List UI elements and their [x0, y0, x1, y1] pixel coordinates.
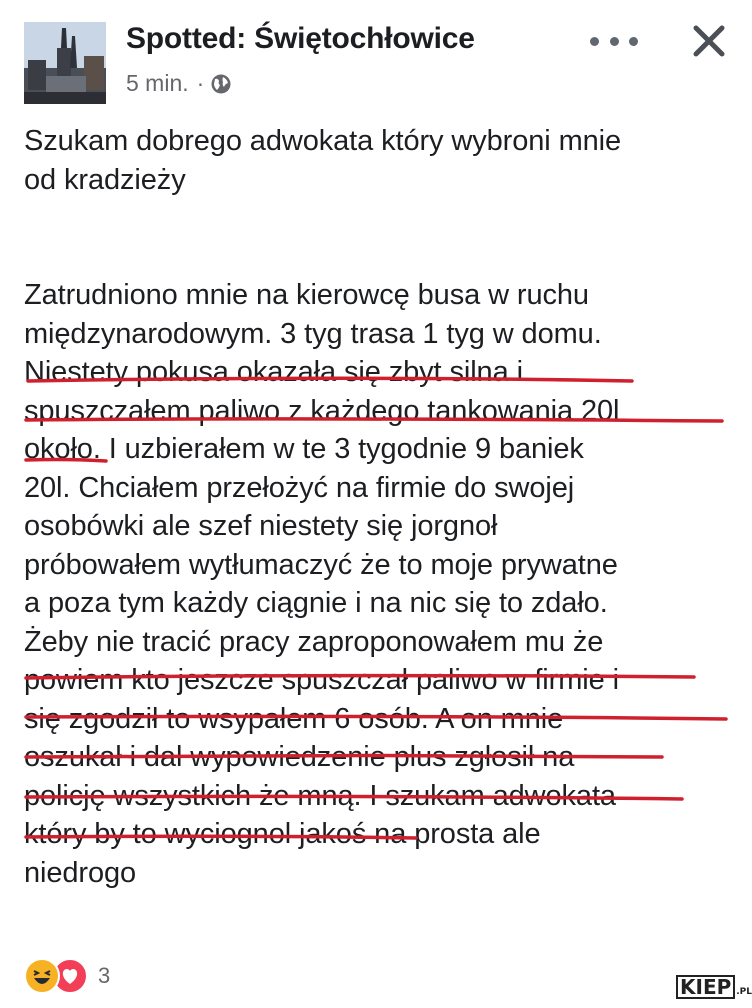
post-line: który by to wyciognol jakoś na prosta ale	[24, 818, 541, 850]
post-line: spuszczałem paliwo z każdego tankowania 20l	[24, 394, 620, 427]
post-line: około. I uzbierałem w te 3 tygodnie 9 baniek	[24, 433, 584, 465]
post-text	[24, 122, 739, 892]
globe-icon	[210, 73, 232, 95]
post-header	[0, 0, 750, 110]
meta-separator: ·	[196, 70, 205, 96]
post-line: a poza tym każdy ciągnie i na nic się to zdało.	[24, 587, 608, 619]
post-line: Zatrudniono mnie na kierowcę busa w ruchu	[24, 279, 589, 311]
post-time[interactable]: 5 min.	[126, 70, 189, 96]
post-line: osobówki ale szef niestety się jorgnoł	[24, 510, 498, 542]
reactions-bar[interactable]	[24, 958, 110, 994]
post-line: oszukał i dal wypowiedzenie plus zgłosił na	[24, 741, 575, 773]
watermark-logo	[676, 974, 752, 1000]
post-line: niedrogo	[24, 856, 137, 889]
reaction-count[interactable]: 3	[98, 963, 111, 988]
watermark-text: KIEP	[676, 975, 735, 999]
post-line: się zgodził to wsypałem 6 osób. A on mnie	[24, 702, 564, 735]
more-options-icon[interactable]	[590, 28, 638, 54]
post-line: powiem kto jeszcze spuszczał paliwo w firmie i	[24, 664, 619, 696]
post-line: 20l. Chciałem przełożyć na firmie do swojej	[24, 471, 575, 504]
watermark-suffix: .PL	[736, 987, 752, 997]
page-avatar[interactable]	[24, 22, 106, 104]
post-line: policję wszystkich że mną. I szukam adwokata	[24, 779, 616, 812]
post-line: Niestety pokusa okazała się zbyt silna i	[24, 356, 523, 388]
post-line: Szukam dobrego adwokata który wybroni mnie	[24, 125, 622, 157]
post-meta	[126, 70, 232, 97]
page-name[interactable]: Spotted: Świętochłowice	[126, 22, 475, 55]
haha-reaction-icon	[24, 958, 60, 994]
close-icon[interactable]	[688, 20, 730, 62]
post-line: międzynarodowym. 3 tyg trasa 1 tyg w domu.	[24, 317, 602, 350]
post-line: próbowałem wytłumaczyć że to moje prywatne	[24, 548, 618, 581]
post-line: od kradzieży	[24, 163, 186, 196]
post-line: Żeby nie tracić pracy zaproponowałem mu że	[24, 625, 604, 658]
